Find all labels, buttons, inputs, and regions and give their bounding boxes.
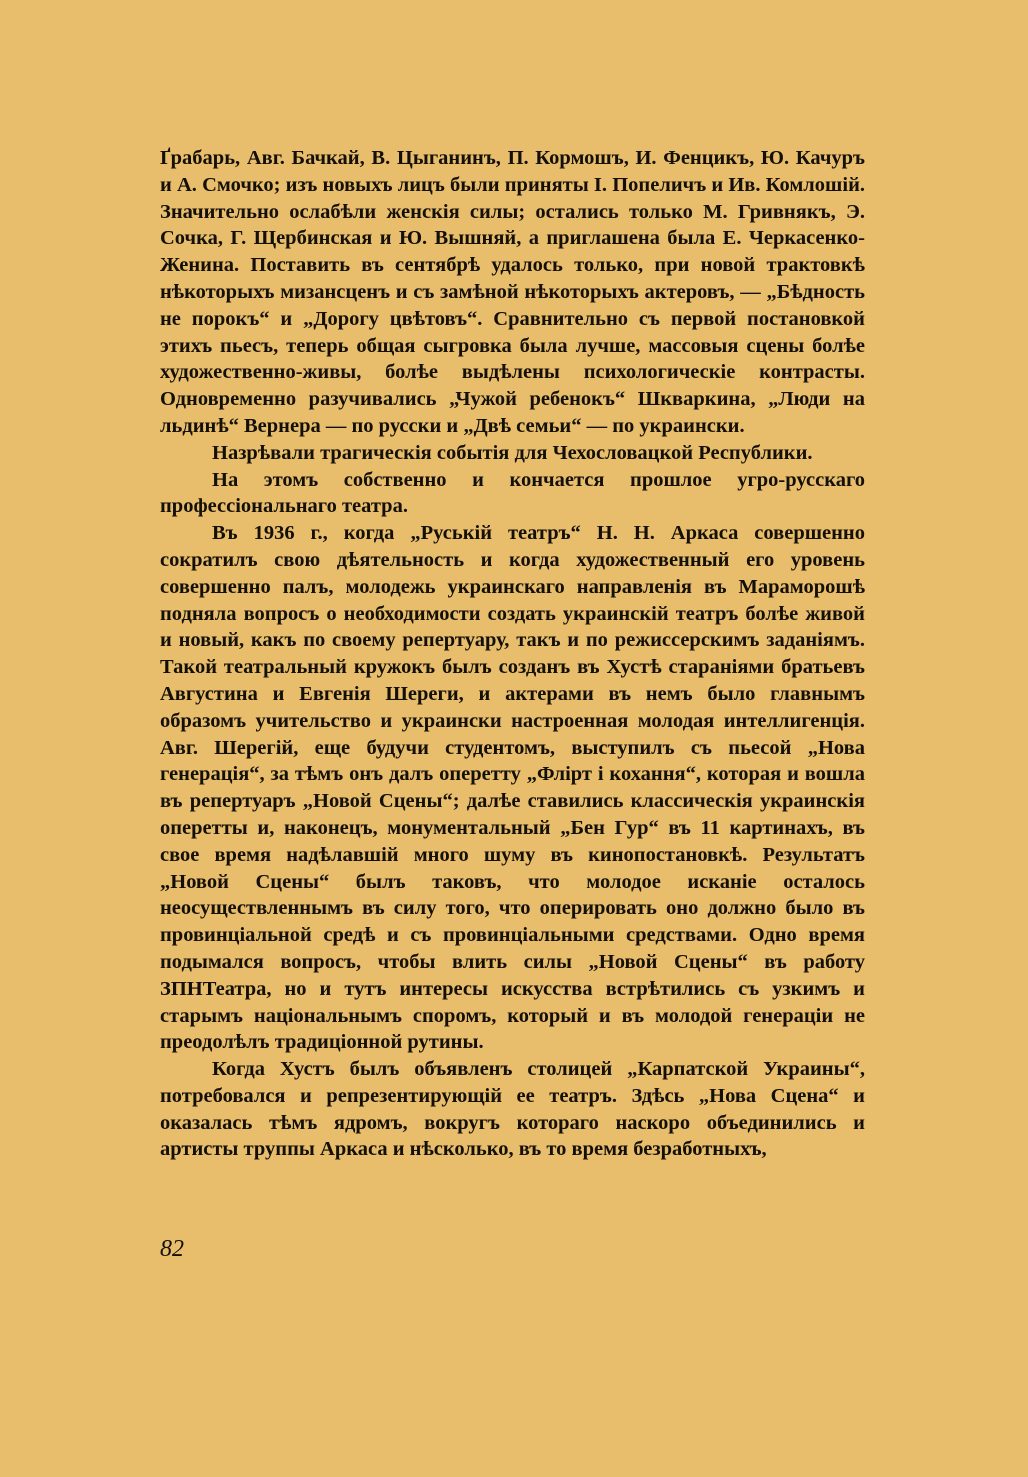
paragraph-1: Ґрабарь, Авг. Бачкай, В. Цыганинъ, П. Кормошъ, И. Фенцикъ, Ю. Качуръ и А. Смочко; изъ новыхъ лицъ были приняты І. Попеличъ и Ив. Комлошій. Значительно ослабѣли женскія силы; остались только М. Гривнякъ, Э. Сочка, Г. Щербинская и Ю. Вышняй, а приглашена была Е. Черкасенко-Женина. Поставить въ сентябрѣ удалось только, при новой трактовкѣ нѣкоторыхъ мизансценъ и съ замѣной нѣкоторыхъ актеровъ, — „Бѣдность не порокъ“ и „Дорогу цвѣтовъ“. Сравнительно съ первой постановкой этихъ пьесъ, теперь общая сыгровка была лучше, массовыя сцены болѣе художественно-живы, болѣе выдѣлены психологическіе контрасты. Одновременно разучивались „Чужой ребенокъ“ Шкваркина, „Люди на льдинѣ“ Вернера — по русски и „Двѣ семьи“ — по украински. [160, 147, 865, 437]
body-text [160, 145, 865, 1163]
paragraph-3: На этомъ собственно и кончается прошлое угро-русскаго профессіональнаго театра. [160, 468, 865, 518]
paragraph-4: Въ 1936 г., когда „Руській театръ“ Н. Н. Аркаса совершенно сократилъ свою дѣятельность и когда художественный его уровень совершенно палъ, молодежь украинскаго направленія въ Мараморошѣ подняла вопросъ о необходимости создать украинскій театръ болѣе живой и новый, какъ по своему репертуару, такъ и по режиссерскимъ заданіямъ. Такой театральный кружокъ былъ созданъ въ Хустѣ стараніями братьевъ Августина и Евгенія Шереги, и актерами въ немъ было главнымъ образомъ учительство и украински настроенная молодая интеллигенція. Авг. Шерегій, еще будучи студентомъ, выступилъ съ пьесой „Нова генерація“, за тѣмъ онъ далъ оперетту „Флірт і кохання“, которая и вошла въ репертуаръ „Новой Сцены“; далѣе ставились классическія украинскія оперетты и, наконецъ, монументальный „Бен Гур“ въ 11 картинахъ, въ свое время надѣлавшій много шуму въ кинопостановкѣ. Результатъ „Новой Сцены“ былъ таковъ, что молодое исканіе осталось неосуществленнымъ въ силу того, что оперировать оно должно было въ провинціальной средѣ и съ провинціальными средствами. Одно время подымался вопросъ, чтобы влить силы „Новой Сцены“ въ работу ЗПНТеатра, но и тутъ интересы искусства встрѣтились съ узкимъ и старымъ національнымъ споромъ, который и въ молодой генераціи не преодолѣлъ традиціонной рутины. [160, 522, 865, 1054]
paragraph-5: Когда Хустъ былъ объявленъ столицей „Карпатской Украины“, потребовался и репрезентирующій ее театръ. Здѣсь „Нова Сцена“ и оказалась тѣмъ ядромъ, вокругъ котораго наскоро объединились и артисты труппы Аркаса и нѣсколько, въ то время безработныхъ, [160, 1058, 865, 1161]
page-number: 82 [160, 1236, 184, 1262]
paragraph-2: Назрѣвали трагическія событія для Чехословацкой Республики. [212, 441, 813, 464]
